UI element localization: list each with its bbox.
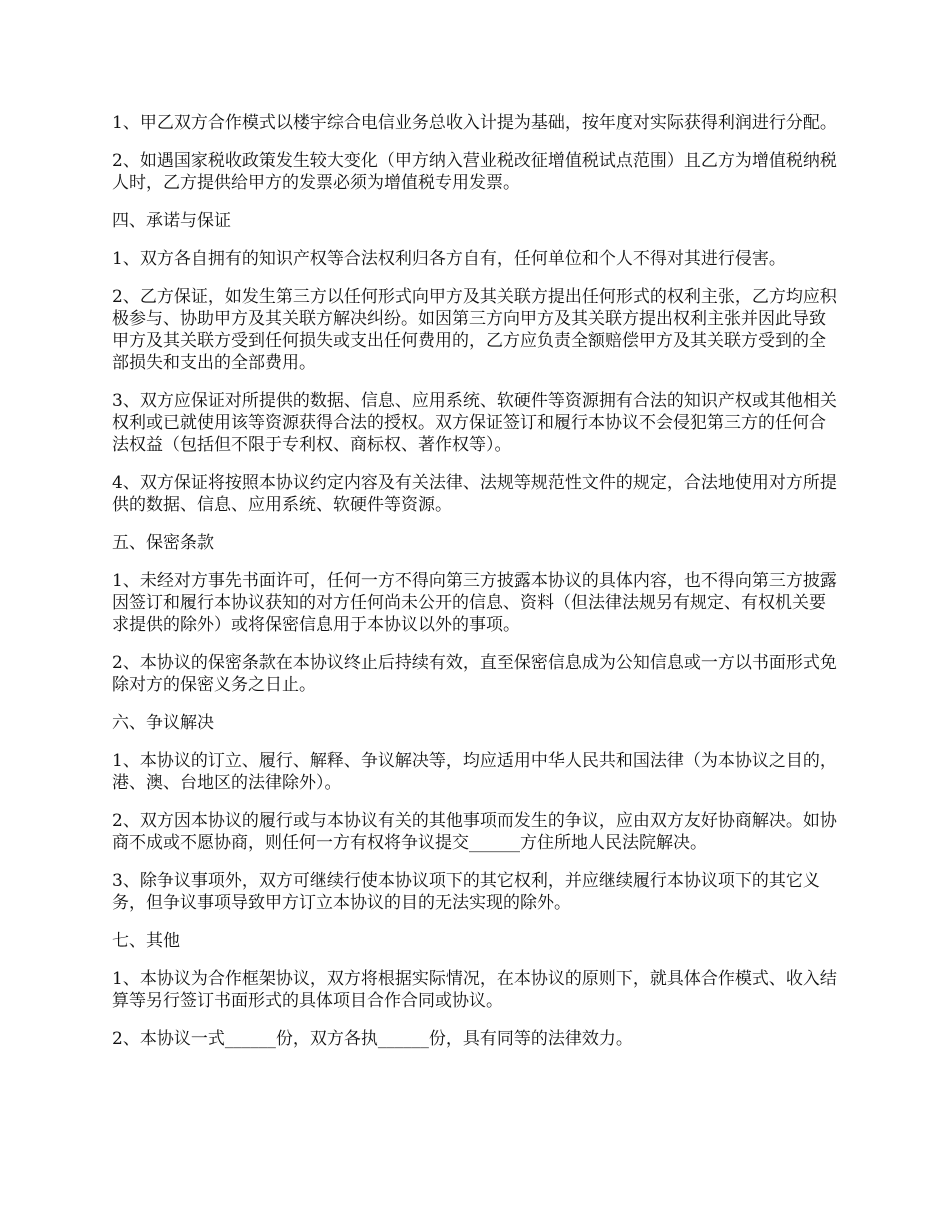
paragraph: 2、双方因本协议的履行或与本协议有关的其他事项而发生的争议，应由双方友好协商解决。如协商不成或不愿协商，则任何一方有权将争议提交______方住所地人民法院解决。 [112, 811, 837, 853]
document-body [112, 112, 838, 1066]
paragraph: 1、双方各自拥有的知识产权等合法权利归各方自有，任何单位和个人不得对其进行侵害。 [112, 249, 786, 269]
paragraph: 2、本协议的保密条款在本协议终止后持续有效，直至保密信息成为公知信息或一方以书面形式免除对方的保密义务之日止。 [112, 653, 837, 695]
paragraph: 3、双方应保证对所提供的数据、信息、应用系统、软硬件等资源拥有合法的知识产权或其他相关权利或已就使用该等资源获得合法的授权。双方保证签订和履行本协议不会侵犯第三方的任何合法权益（包括但不限于专利权、商标权、著作权等）。 [112, 391, 837, 455]
paragraph: 2、本协议一式______份，双方各执______份，具有同等的法律效力。 [112, 1029, 633, 1049]
paragraph: 1、本协议的订立、履行、解释、争议解决等，均应适用中华人民共和国法律（为本协议之目的，港、澳、台地区的法律除外）。 [112, 751, 837, 793]
paragraph: 1、甲乙双方合作模式以楼宇综合电信业务总收入计提为基础，按年度对实际获得利润进行分配。 [112, 113, 837, 133]
paragraph: 4、双方保证将按照本协议约定内容及有关法律、法规等规范性文件的规定，合法地使用对方所提供的数据、信息、应用系统、软硬件等资源。 [112, 473, 837, 515]
section-heading-confidentiality: 五、保密条款 [112, 533, 214, 553]
paragraph: 1、本协议为合作框架协议，双方将根据实际情况，在本协议的原则下，就具体合作模式、收入结算等另行签订书面形式的具体项目合作合同或协议。 [112, 969, 837, 1011]
paragraph: 2、如遇国家税收政策发生较大变化（甲方纳入营业税改征增值税试点范围）且乙方为增值税纳税人时，乙方提供给甲方的发票必须为增值税专用发票。 [112, 151, 837, 193]
section-heading-commitments: 四、承诺与保证 [112, 211, 231, 231]
paragraph: 1、未经对方事先书面许可，任何一方不得向第三方披露本协议的具体内容，也不得向第三方披露因签订和履行本协议获知的对方任何尚未公开的信息、资料（但法律法规另有规定、有权机关要求提供的除外）或将保密信息用于本协议以外的事项。 [112, 571, 837, 635]
section-heading-other: 七、其他 [112, 931, 180, 951]
section-heading-dispute: 六、争议解决 [112, 713, 214, 733]
paragraph: 3、除争议事项外，双方可继续行使本协议项下的其它权利，并应继续履行本协议项下的其它义务，但争议事项导致甲方订立本协议的目的无法实现的除外。 [112, 871, 820, 913]
paragraph: 2、乙方保证，如发生第三方以任何形式向甲方及其关联方提出任何形式的权利主张，乙方均应积极参与、协助甲方及其关联方解决纠纷。如因第三方向甲方及其关联方提出权利主张并因此导致甲方及其关联方受到任何损失或支出任何费用的，乙方应负责全额赔偿甲方及其关联方受到的全部损失和支出的全部费用。 [112, 287, 837, 373]
